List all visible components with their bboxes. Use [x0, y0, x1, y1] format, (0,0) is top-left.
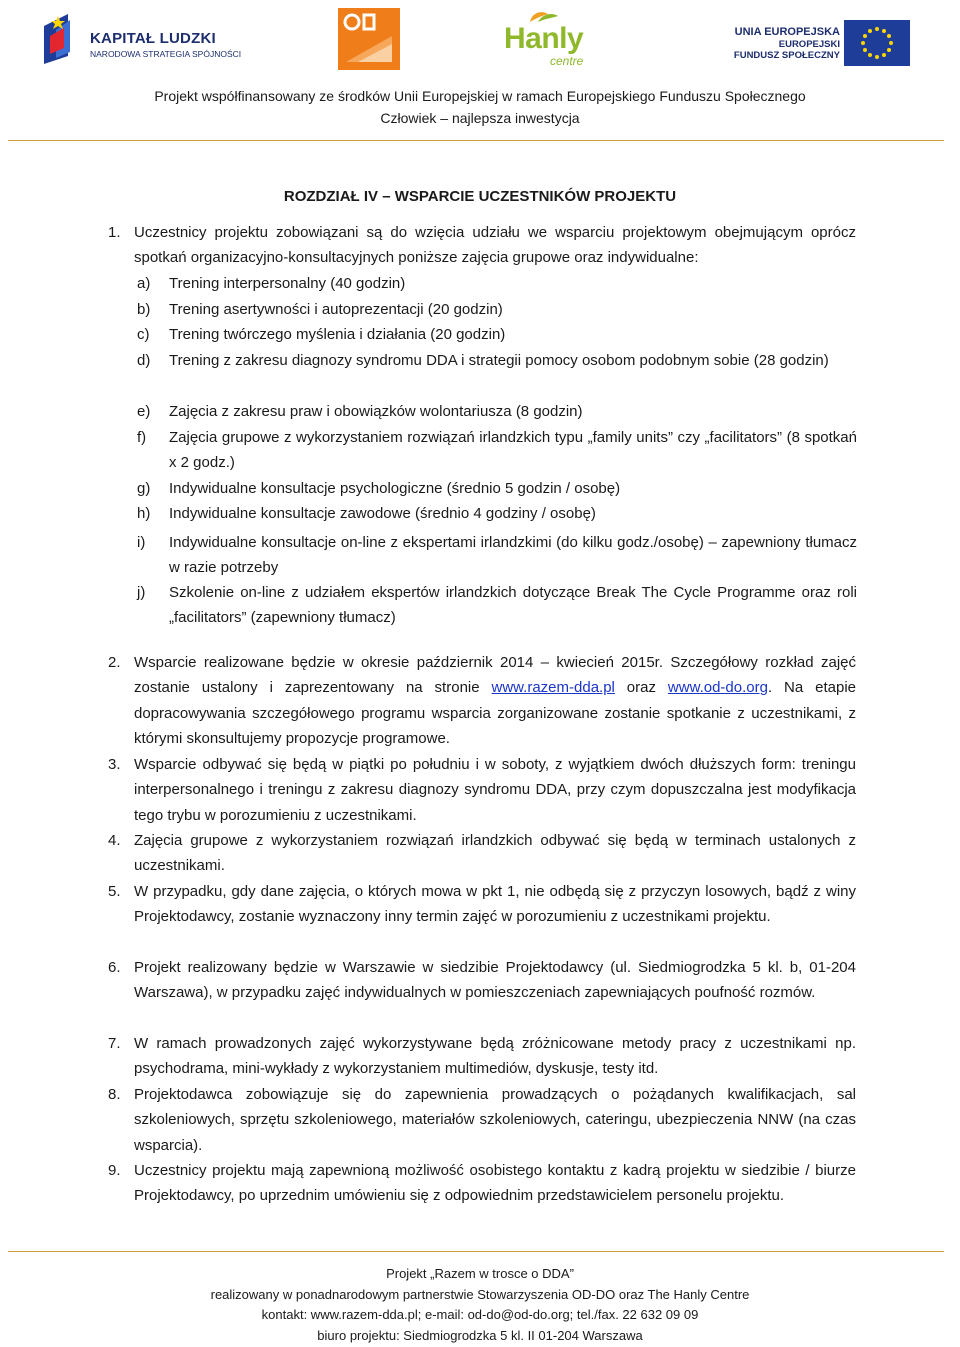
- eu-line-2: EUROPEJSKI: [778, 39, 840, 50]
- list-item-number: 4.: [108, 832, 121, 849]
- sub-item-text: Indywidualne konsultacje on-line z ekspertami irlandzkimi (do kilku godz./osobę) – zapewniony tłumacz w razie potrzeby: [169, 534, 857, 577]
- list-item-text: Projektodawca zobowiązuje się do zapewnienia prowadzących o pożądanych kwalifikacjach, sal szkoleniowych, sprzętu szkoleniowego, materiałów szkoleniowych, cateringu, ubezpieczenia NNW (na czas wsparcia).: [134, 1086, 856, 1154]
- kapital-ludzki-name: KAPITAŁ LUDZKI: [90, 30, 216, 47]
- list-item-3: [108, 752, 856, 828]
- kapital-ludzki-emblem-icon: [42, 12, 82, 66]
- sub-item-j: [137, 580, 857, 631]
- list-item-number: 3.: [108, 756, 121, 773]
- list-item-number: 9.: [108, 1162, 121, 1179]
- sub-item-letter: i): [137, 534, 146, 551]
- list-item-text: Wsparcie odbywać się będą w piątki po południu i w soboty, z wyjątkiem dwóch dłuższych form: treningu interpersonalnego i treningu z zakresu diagnozy syndromu DDA, przy czym dopuszczalna jest modyfikacja tego trybu w porozumieniu z uczestnikami.: [134, 756, 856, 824]
- sub-item-c: [137, 322, 857, 347]
- hanly-subtitle: centre: [550, 54, 584, 68]
- sub-item-i: [137, 530, 857, 581]
- eu-fund-logo: [733, 18, 910, 68]
- list-item-text: Uczestnicy projektu zobowiązani są do wzięcia udziału we wsparciu projektowym obejmującym oprócz spotkań organizacyjno-konsultacyjnych poniższe zajęcia grupowe oraz indywidualne:: [134, 224, 856, 267]
- sub-item-text: Zajęcia grupowe z wykorzystaniem rozwiązań irlandzkich typu „family units” czy „facilitators” (8 spotkań x 2 godz.): [169, 429, 857, 472]
- cofinance-line: Projekt współfinansowany ze środków Unii Europejskiej w ramach Europejskiego Funduszu Społecznego: [154, 88, 806, 104]
- list-item-number: 7.: [108, 1035, 121, 1052]
- header-divider: [8, 140, 944, 141]
- list-item-number: 1.: [108, 224, 121, 241]
- sub-item-d: [137, 348, 857, 373]
- list-item-1: [108, 220, 856, 271]
- list-item-5: [108, 879, 856, 930]
- razem-dda-link[interactable]: www.razem-dda.pl: [491, 679, 615, 697]
- list-item-number: 8.: [108, 1086, 121, 1103]
- list-item-text-start: Wsparcie realizowane będzie w okresie październik 2014 – kwiecień 2015r. Szczegółowy rozkład zajęć zostanie ustalony i zaprezentowany na stronie: [134, 654, 856, 697]
- list-item-text: [134, 650, 856, 752]
- sub-item-letter: b): [137, 301, 151, 318]
- hanly-centre-logo: [500, 10, 600, 68]
- kapital-ludzki-subtitle: NARODOWA STRATEGIA SPÓJNOŚCI: [90, 49, 242, 59]
- list-item-6: [108, 955, 856, 1006]
- sub-item-text: Indywidualne konsultacje psychologiczne (średnio 5 godzin / osobę): [169, 480, 621, 497]
- sub-item-text: Zajęcia z zakresu praw i obowiązków wolontariusza (8 godzin): [169, 403, 583, 420]
- list-item-number: 5.: [108, 883, 121, 900]
- list-item-text: Zajęcia grupowe z wykorzystaniem rozwiązań irlandzkich odbywać się będą w terminach ustalonych z uczestnikami.: [134, 832, 856, 875]
- eu-flag-icon: [844, 20, 910, 66]
- sub-item-text: Trening z zakresu diagnozy syndromu DDA i strategii pomocy osobom podobnym sobie (28 godzin): [169, 352, 829, 369]
- sub-item-f: [137, 425, 857, 476]
- footer-partnership: realizowany w ponadnarodowym partnerstwie Stowarzyszenia OD-DO oraz The Hanly Centre: [210, 1287, 750, 1302]
- sub-item-letter: h): [137, 505, 151, 522]
- list-item-text-mid: oraz: [614, 679, 668, 697]
- od-do-logo: [338, 8, 400, 70]
- footer-office-address: biuro projektu: Siedmiogrodzka 5 kl. II 01-204 Warszawa: [317, 1328, 643, 1343]
- list-item-number: 6.: [108, 959, 121, 976]
- sub-item-text: Trening twórczego myślenia i działania (20 godzin): [169, 326, 506, 343]
- footer-divider: [8, 1251, 944, 1252]
- sub-item-letter: f): [137, 429, 147, 446]
- sub-item-text: Indywidualne konsultacje zawodowe (średnio 4 godziny / osobę): [169, 505, 596, 522]
- footer-contact: kontakt: www.razem-dda.pl; e-mail: od-do@od-do.org; tel./fax. 22 632 09 09: [261, 1307, 699, 1322]
- eu-line-1: UNIA EUROPEJSKA: [734, 26, 840, 38]
- od-do-link[interactable]: www.od-do.org: [667, 679, 768, 697]
- header-logos: [0, 0, 960, 80]
- sub-item-b: [137, 297, 857, 322]
- motto-line: Człowiek – najlepsza inwestycja: [380, 110, 580, 126]
- sub-item-letter: g): [137, 480, 151, 497]
- kapital-ludzki-logo: [42, 12, 242, 66]
- sub-item-letter: c): [137, 326, 150, 343]
- footer-project-name: Projekt „Razem w trosce o DDA”: [386, 1266, 574, 1281]
- list-item-text: W przypadku, gdy dane zajęcia, o których mowa w pkt 1, nie odbędą się z przyczyn losowych, bądź z winy Projektodawcy, zostanie wyznaczony inny termin zajęć w porozumieniu z uczestnikami projektu.: [134, 883, 856, 926]
- list-item-7: [108, 1031, 856, 1082]
- list-item-8: [108, 1082, 856, 1158]
- list-item-text: W ramach prowadzonych zajęć wykorzystywane będą zróżnicowane metody pracy z uczestnikami np. psychodrama, mini-wykłady z wykorzystaniem multimediów, dyskusje, testy itd.: [134, 1035, 856, 1078]
- eu-line-3: FUNDUSZ SPOŁECZNY: [733, 50, 840, 61]
- hanly-name: Hanly: [504, 22, 584, 55]
- sub-item-text: Trening asertywności i autoprezentacji (20 godzin): [169, 301, 503, 318]
- sub-item-letter: e): [137, 403, 151, 420]
- list-item-9: [108, 1158, 856, 1209]
- list-item-text-end: . Na etapie dopracowywania szczegółowego programu wsparcia zorganizowane zostanie spotkanie z uczestnikami, z którymi skonsultujemy propozycje programowe.: [134, 679, 857, 748]
- list-item-text: Projekt realizowany będzie w Warszawie w siedzibie Projektodawcy (ul. Siedmiogrodzka 5 kl. b, 01-204 Warszawa), w przypadku zajęć indywidualnych w pomieszczeniach zapewniających poufność rozmów.: [134, 959, 856, 1002]
- od-do-logo-icon: [338, 8, 400, 70]
- sub-item-text: Szkolenie on-line z udziałem ekspertów irlandzkich dotyczące Break The Cycle Programme oraz roli „facilitators” (zapewniony tłumacz): [169, 584, 857, 627]
- sub-item-e: [137, 399, 857, 424]
- sub-item-letter: j): [137, 584, 146, 601]
- list-item-2: [108, 650, 856, 752]
- list-item-text: Uczestnicy projektu mają zapewnioną możliwość osobistego kontaktu z kadrą projektu w siedzibie / biurze Projektodawcy, po uprzednim umówieniu się z odpowiednim przedstawicielem personelu projektu.: [134, 1162, 856, 1205]
- sub-item-text: Trening interpersonalny (40 godzin): [169, 275, 406, 292]
- sub-item-h: [137, 501, 857, 526]
- sub-item-letter: d): [137, 352, 151, 369]
- sub-item-a: [137, 271, 857, 296]
- list-item-number: 2.: [108, 654, 121, 671]
- sub-item-letter: a): [137, 275, 151, 292]
- chapter-title: ROZDZIAŁ IV – WSPARCIE UCZESTNIKÓW PROJEKTU: [283, 188, 677, 205]
- list-item-4: [108, 828, 856, 879]
- sub-item-g: [137, 476, 857, 501]
